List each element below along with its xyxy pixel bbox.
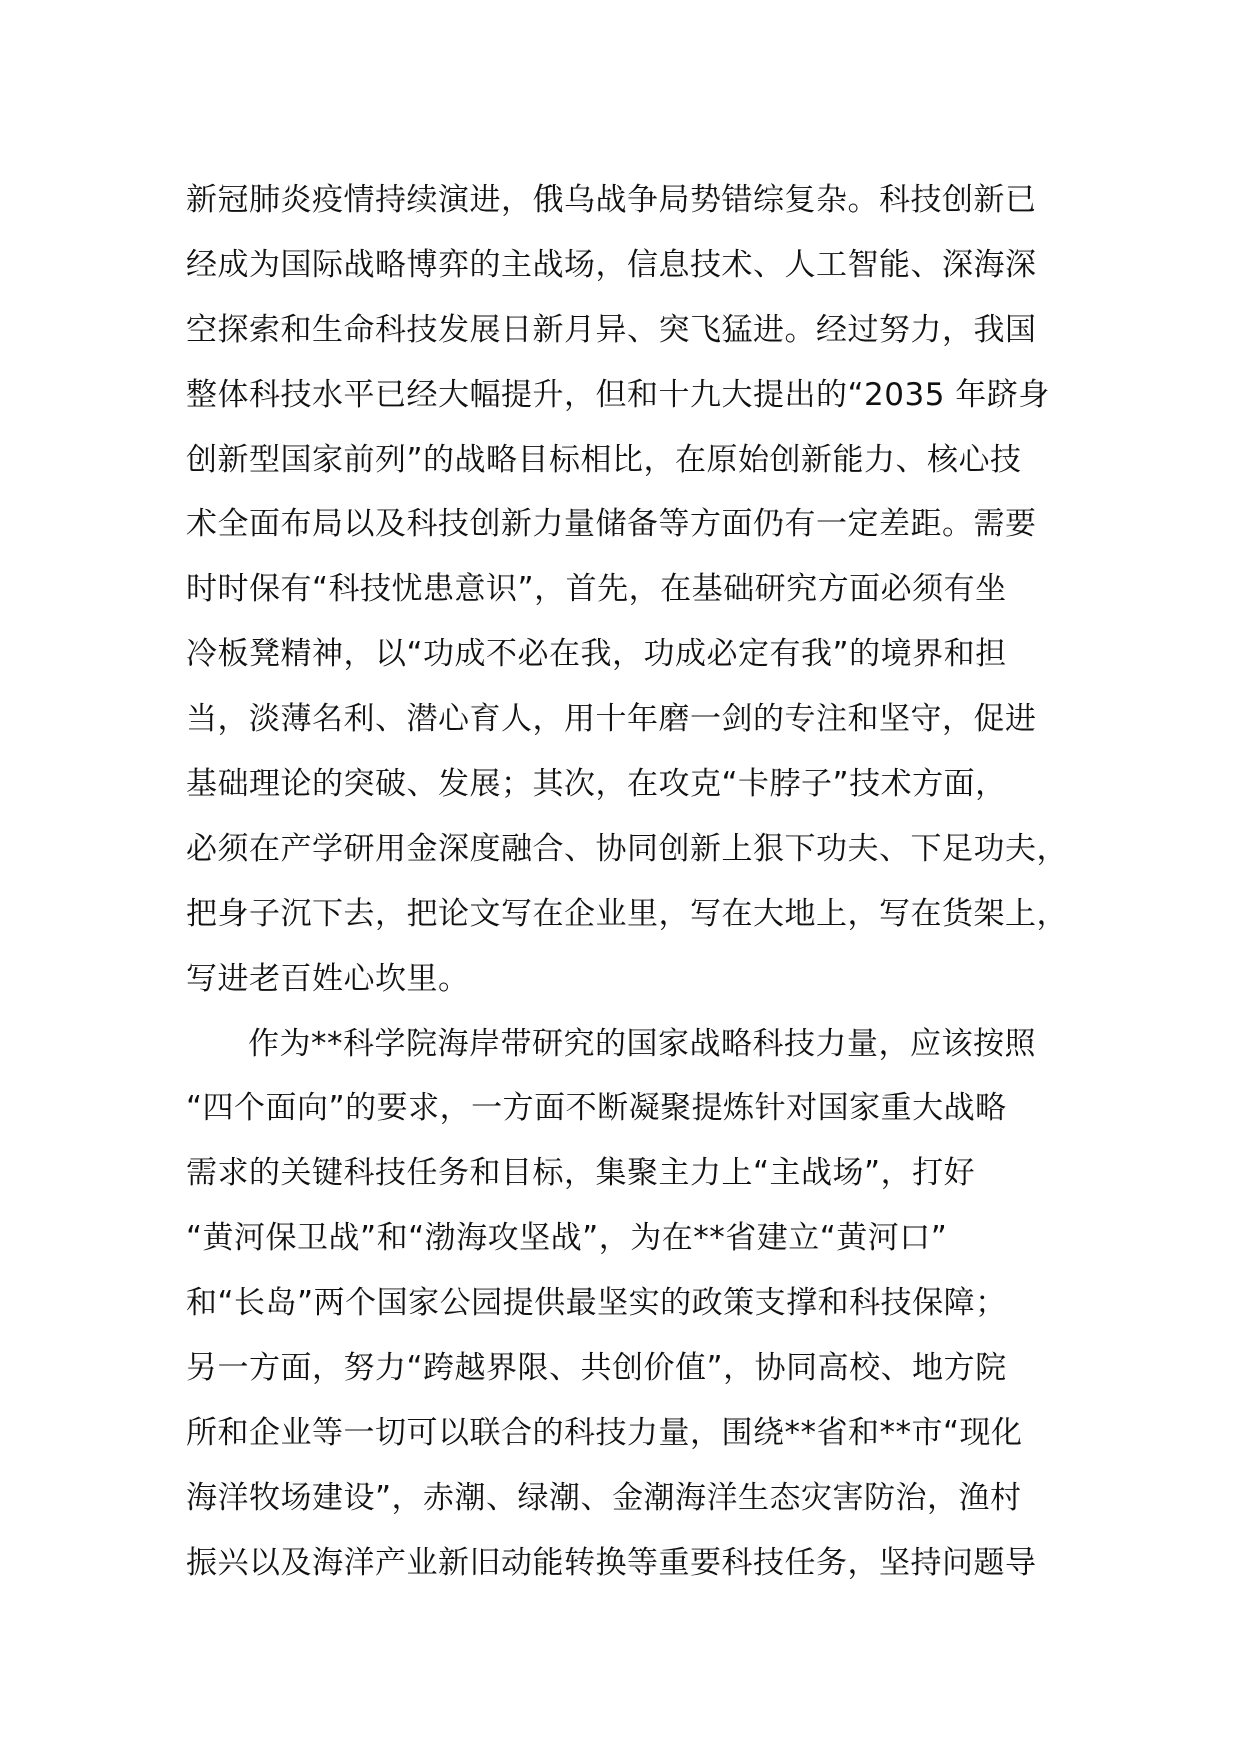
text-line: 基础理论的突破、发展；其次，在攻克“卡脖子”技术方面， (186, 766, 1007, 803)
text-line: 另一方面，努力“跨越界限、共创价值”，协同高校、地方院 (186, 1350, 1007, 1387)
text-line: “四个面向”的要求，一方面不断凝聚提炼针对国家重大战略 (186, 1090, 1007, 1127)
text-line: 必须在产学研用金深度融合、协同创新上狠下功夫、下足功夫， (186, 830, 1068, 867)
text-line: 经成为国际战略博弈的主战场，信息技术、人工智能、深海深 (186, 246, 1037, 283)
paragraph-start-line: 作为**科学院海岸带研究的国家战略科技力量，应该按照 (248, 1025, 1036, 1062)
text-line: 写进老百姓心坎里。 (186, 960, 470, 997)
text-line: 创新型国家前列”的战略目标相比，在原始创新能力、核心技 (186, 441, 1022, 478)
body-text (186, 168, 1086, 1596)
text-line: 术全面布局以及科技创新力量储备等方面仍有一定差距。需要 (186, 506, 1037, 543)
text-line: 冷板凳精神，以“功成不必在我，功成必定有我”的境界和担 (186, 636, 1007, 673)
text-line: 海洋牧场建设”，赤潮、绿潮、金潮海洋生态灾害防治，渔村 (186, 1479, 1022, 1516)
text-line: 当，淡薄名利、潜心育人，用十年磨一剑的专注和坚守，促进 (186, 701, 1037, 738)
text-line: 所和企业等一切可以联合的科技力量，围绕**省和**市“现化 (186, 1414, 1023, 1451)
text-line: “黄河保卫战”和“渤海攻坚战”，为在**省建立“黄河口” (186, 1220, 948, 1257)
text-line: 新冠肺炎疫情持续演进，俄乌战争局势错综复杂。科技创新已 (186, 182, 1037, 218)
text-line: 时时保有“科技忧患意识”，首先，在基础研究方面必须有坐 (186, 571, 1007, 608)
text-line: 需求的关键科技任务和目标，集聚主力上“主战场”，打好 (186, 1155, 976, 1192)
text-line: 空探索和生命科技发展日新月异、突飞猛进。经过努力，我国 (186, 311, 1037, 348)
text-line: 整体科技水平已经大幅提升，但和十九大提出的“2035 年跻身 (186, 376, 1050, 413)
text-line: 和“长岛”两个国家公园提供最坚实的政策支撑和科技保障； (186, 1285, 1007, 1322)
text-line: 振兴以及海洋产业新旧动能转换等重要科技任务，坚持问题导 (186, 1544, 1037, 1581)
text-line: 把身子沉下去，把论文写在企业里，写在大地上，写在货架上， (186, 895, 1068, 932)
